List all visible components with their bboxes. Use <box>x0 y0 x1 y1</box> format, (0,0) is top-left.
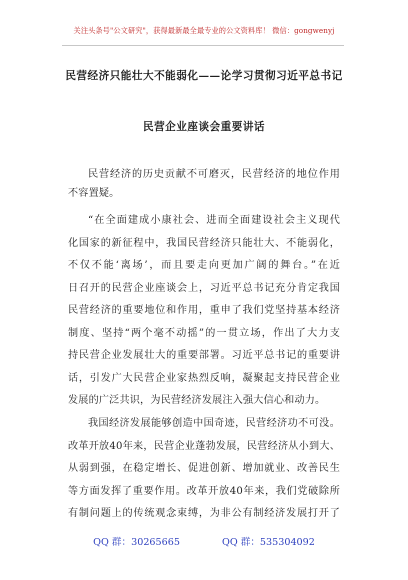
body-line: 改革开放40年来，民营企业蓬勃发展，民营经济从小到大、 <box>68 441 340 452</box>
body-line: 持民营企业发展壮大的重要部署。习近平总书记的重要讲 <box>68 350 340 361</box>
body-line: 等方面发挥了重要作用。改革开放40年来，我们党破除所 <box>68 486 340 497</box>
document-subtitle: 民营企业座谈会重要讲话 <box>142 121 266 133</box>
body-line: 我国经济发展能够创造中国奇迹，民营经济功不可没。 <box>88 418 340 429</box>
body-line: 不仅不能‘离场’，而且要走向更加广阔的舞台。”在近 <box>68 260 340 271</box>
body-line: 话，引发广大民营企业家热烈反响，凝聚起支持民营企业 <box>68 373 340 384</box>
body-line: 有制问题上的传统观念束缚，为非公有制经济发展打开了 <box>68 508 340 519</box>
body-line: 不容置疑。 <box>68 188 120 199</box>
header-banner: 关注头条号"公文研究"，获得最新最全最专业的公文资料库！ 微信：gongwenyj <box>73 26 335 35</box>
body-line: “在全面建成小康社会、进而全面建设社会主义现代 <box>88 215 340 226</box>
body-line: 发展的广泛共识，为民营经济发展注入强大信心和动力。 <box>68 395 326 406</box>
body-line: 从弱到强，在稳定增长、促进创新、增加就业、改善民生 <box>68 463 340 474</box>
qq-group-2: QQ 群：535304092 <box>221 537 315 548</box>
body-line: 民营经济的历史贡献不可磨灭，民营经济的地位作用 <box>88 169 340 180</box>
footer-contact <box>0 537 408 549</box>
header-divider <box>62 45 344 46</box>
document-title: 民营经济只能壮大不能弱化——论学习贯彻习近平总书记 <box>65 70 343 82</box>
body-line: 民营经济的重要地位和作用，重申了我们党坚持基本经济 <box>68 305 340 316</box>
body-line: 日召开的民营企业座谈会上，习近平总书记充分肯定我国 <box>68 283 340 294</box>
body-line: 制度、坚持“两个毫不动摇”的一贯立场，作出了大力支 <box>68 328 340 339</box>
body-line: 化国家的新征程中，我国民营经济只能壮大、不能弱化， <box>68 238 340 249</box>
qq-group-1: QQ 群：30265665 <box>93 537 180 548</box>
